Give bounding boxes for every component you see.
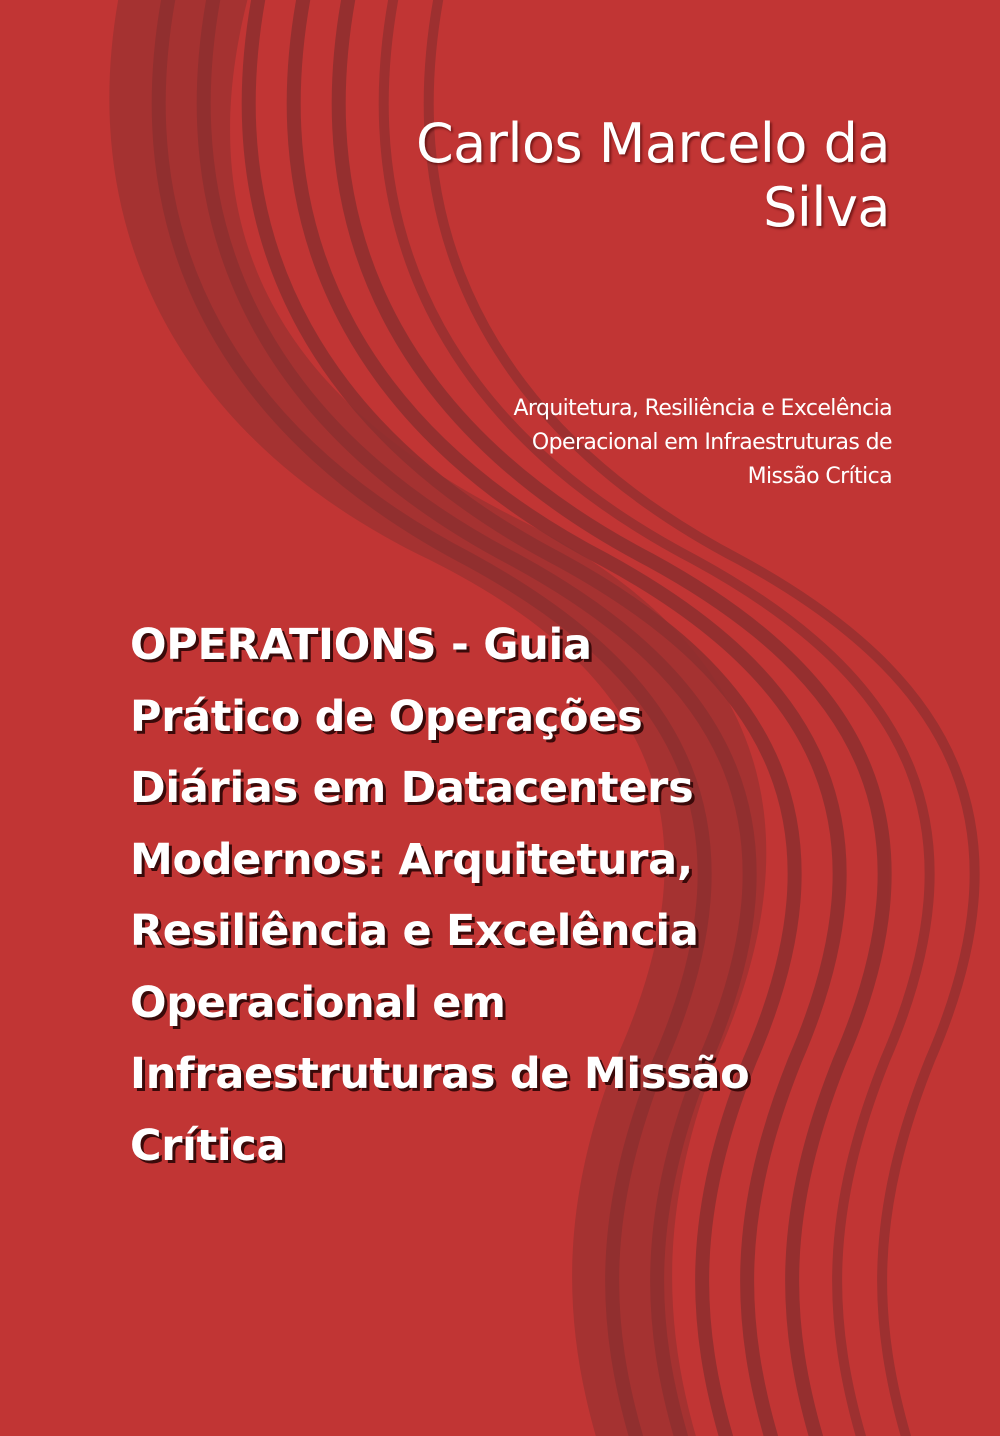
author-name: Carlos Marcelo da Silva <box>415 112 890 239</box>
book-subtitle: Arquitetura, Resiliência e Excelência Operacional em Infraestruturas de Missão Crítica <box>513 396 892 489</box>
book-title: OPERATIONS - Guia Prático de Operações Diárias em Datacenters Modernos: Arquitetura, Resiliência e Excelência Operacional em Infraestruturas de Missão Crítica <box>130 620 750 1171</box>
